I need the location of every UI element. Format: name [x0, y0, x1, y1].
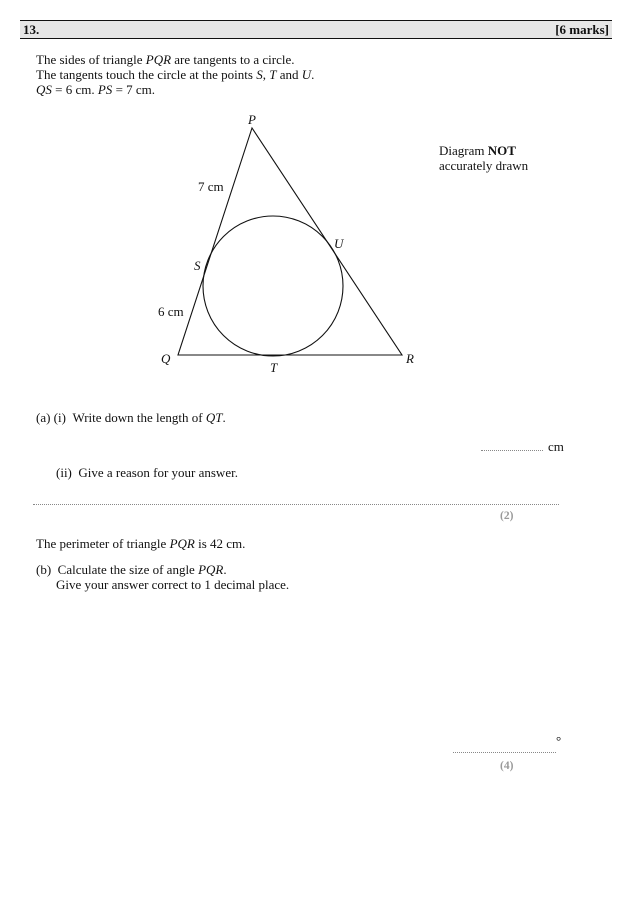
part-b-text: Calculate the size of angle: [57, 562, 199, 577]
label-length-ps: 7 cm: [198, 179, 224, 194]
segment-qs: QS: [36, 82, 52, 97]
label-p: P: [248, 112, 256, 127]
question-number: 13.: [23, 22, 40, 37]
part-b-question-line-1: [36, 562, 227, 578]
label-t: T: [270, 360, 278, 375]
label-r: R: [406, 351, 414, 366]
incircle: [203, 216, 343, 356]
part-a-i-text: .: [222, 410, 226, 425]
part-a-ii-label: (ii): [56, 465, 72, 480]
part-a-i-text: Write down the length of: [72, 410, 206, 425]
perimeter-text: The perimeter of triangle: [36, 536, 170, 551]
perimeter-statement: [36, 536, 245, 552]
marks-part-b: (4): [500, 760, 514, 772]
diagram-note-line-2: accurately drawn: [439, 158, 529, 173]
intro-text: are tangents to a circle.: [171, 52, 295, 67]
label-length-qs: 6 cm: [158, 304, 184, 319]
label-u: U: [334, 236, 344, 251]
point-t: T: [269, 67, 277, 82]
part-b-question-line-2: Give your answer correct to 1 decimal place.: [56, 577, 290, 592]
point-u: U: [301, 67, 312, 82]
part-a-i-question: [36, 410, 226, 426]
marks-part-a: (2): [500, 510, 514, 522]
intro-text: .: [311, 67, 315, 82]
part-a-ii-question: [56, 465, 238, 481]
triangle-name: PQR: [169, 536, 195, 551]
intro-text: The sides of triangle: [36, 52, 146, 67]
segment-ps-value: = 7 cm.: [112, 82, 156, 97]
diagram-note-text: Diagram: [439, 143, 488, 158]
part-a-ii-text: Give a reason for your answer.: [78, 465, 238, 480]
part-a-i-label: (a) (i): [36, 410, 66, 425]
diagram-note-line-1: [439, 143, 516, 159]
triangle-pqr: [178, 128, 402, 355]
intro-text: and: [276, 67, 302, 82]
total-marks: [6 marks]: [555, 22, 609, 37]
angle-pqr: PQR: [198, 562, 224, 577]
intro-text: The tangents touch the circle at the points: [36, 67, 257, 82]
part-b-text: .: [223, 562, 227, 577]
label-q: Q: [161, 351, 171, 366]
triangle-diagram: [0, 0, 638, 400]
perimeter-text: is 42 cm.: [194, 536, 246, 551]
degree-symbol: °: [556, 733, 562, 748]
diagram-note-bold: NOT: [487, 143, 516, 158]
answer-line-a-ii[interactable]: [33, 504, 559, 505]
label-s: S: [194, 258, 201, 273]
point-s: S: [256, 67, 263, 82]
segment-ps: PS: [97, 82, 113, 97]
answer-line-a-i[interactable]: [481, 450, 543, 451]
part-b-label: (b): [36, 562, 52, 577]
segment-qs-value: = 6 cm.: [51, 82, 98, 97]
intro-text: ,: [262, 67, 270, 82]
triangle-name: PQR: [145, 52, 172, 67]
segment-qt: QT: [205, 410, 223, 425]
unit-cm: cm: [548, 439, 564, 454]
answer-line-b[interactable]: [453, 752, 556, 753]
